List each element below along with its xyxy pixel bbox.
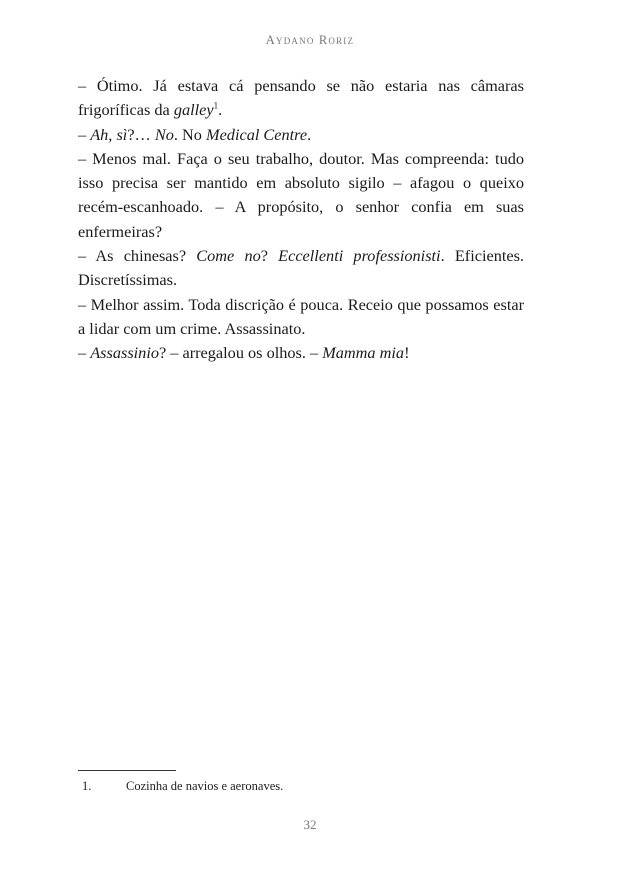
text-span: – As chinesas? — [78, 246, 197, 266]
paragraph — [78, 123, 524, 147]
text-span: . Eficientes. Discretíssimas. — [78, 246, 524, 290]
italic-span: Mamma mia — [322, 343, 405, 363]
paragraph — [78, 74, 524, 123]
italic-span: Assassinio — [90, 343, 159, 363]
italic-span: No — [154, 124, 174, 144]
page-number: 32 — [303, 817, 317, 832]
text-span: ? — [260, 246, 279, 266]
text-span: – — [78, 343, 91, 363]
italic-span: Eccellenti professionisti — [278, 246, 441, 266]
paragraph — [78, 147, 524, 244]
footnote-number: 1. — [82, 779, 92, 793]
italic-span: galley — [173, 100, 214, 120]
italic-span: Come no — [196, 246, 261, 266]
footnote-rule — [78, 770, 176, 771]
paragraph — [78, 293, 524, 342]
italic-span: Medical Centre — [206, 124, 308, 144]
footnote-text: Cozinha de navios e aeronaves. — [126, 779, 284, 793]
body-text — [78, 74, 524, 366]
text-span: – Menos mal. Faça o seu trabalho, doutor. Mas compreenda: tudo isso precisa ser mantido em absoluto sigilo – afagou o queixo recém-escanhoado. – A propósito, o senhor confia em suas enfermeiras? — [78, 148, 524, 241]
text-span: . — [307, 124, 312, 144]
text-span: – Ótimo. Já estava cá pensando se não estaria nas câmaras frigoríficas da — [78, 76, 524, 120]
text-span: . No — [173, 124, 207, 144]
italic-span: Ah, sì — [90, 124, 128, 144]
text-span: – Melhor assim. Toda discrição é pouca. Receio que possamos estar a lidar com um crime. Assassinato. — [78, 294, 524, 338]
text-span: ? – arregalou os olhos. – — [158, 343, 323, 363]
paragraph — [78, 341, 524, 365]
text-span: ?… — [127, 124, 155, 144]
text-span: – — [78, 124, 91, 144]
footnote — [78, 778, 283, 794]
paragraph — [78, 244, 524, 293]
footnote-reference: 1 — [213, 100, 219, 111]
running-head: Aydano Roriz — [265, 33, 355, 47]
text-span: . — [218, 100, 223, 120]
text-span: ! — [404, 343, 410, 363]
